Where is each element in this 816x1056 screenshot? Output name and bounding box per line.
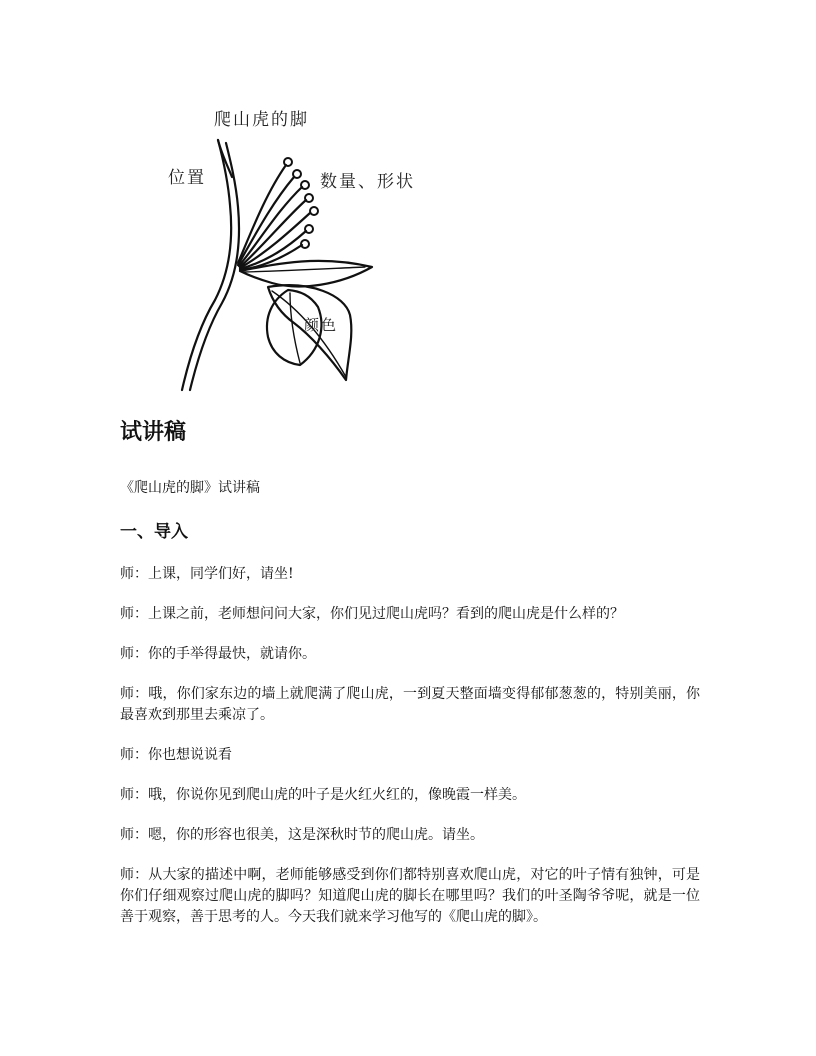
document-subtitle: 《爬山虎的脚》试讲稿 [120, 480, 260, 496]
paragraph: 师：你也想说说看 [120, 747, 232, 763]
ivy-foot-illustration [160, 95, 430, 400]
label-ivy-feet: 爬山虎的脚 [214, 110, 309, 130]
paragraph: 师：从大家的描述中啊，老师能够感受到你们都特别喜欢爬山虎，对它的叶子情有独钟，可是你们仔细观察过爬山虎的脚吗？知道爬山虎的脚长在哪里吗？我们的叶圣陶爷爷呢，就是一位善于观察，善于思考的人。今天我们就来学习他写的《爬山虎的脚》。 [120, 867, 700, 925]
label-position: 位置 [168, 168, 206, 188]
label-count-shape: 数量、形状 [320, 172, 415, 192]
document-body [120, 418, 700, 947]
ivy-sketch-drawing [160, 95, 430, 400]
paragraph: 师：嗯，你的形容也很美，这是深秋时节的爬山虎。请坐。 [120, 827, 484, 843]
section-heading: 一、导入 [120, 522, 188, 542]
paragraph: 师：上课之前，老师想问问大家，你们见过爬山虎吗？看到的爬山虎是什么样的？ [120, 606, 624, 622]
paragraph: 师：上课，同学们好，请坐! [120, 566, 294, 582]
paragraph: 师：你的手举得最快，就请你。 [120, 646, 316, 662]
label-color: 颜色 [304, 316, 339, 334]
document-title: 试讲稿 [120, 420, 187, 445]
paragraph: 师：哦，你们家东边的墙上就爬满了爬山虎，一到夏天整面墙变得郁郁葱葱的，特别美丽，你最喜欢到那里去乘凉了。 [120, 686, 700, 723]
paragraph: 师：哦，你说你见到爬山虎的叶子是火红火红的，像晚霞一样美。 [120, 787, 526, 803]
